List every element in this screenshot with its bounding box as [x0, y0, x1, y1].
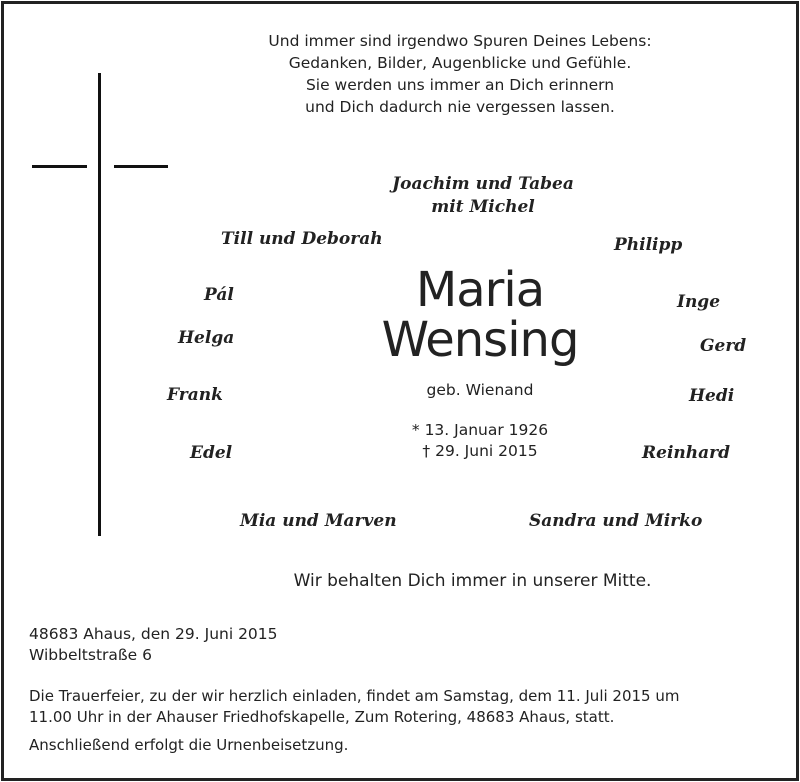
mourner-hedi: Hedi	[689, 386, 735, 406]
place-date: 48683 Ahaus, den 29. Juni 2015	[29, 625, 278, 643]
mourner-edel: Edel	[190, 443, 233, 463]
mourner-joachim-line1: Joachim und Tabea	[392, 174, 574, 194]
ceremony-line-2: 11.00 Uhr in der Ahauser Friedhofskapelle, Zum Rotering, 48683 Ahaus, statt.	[29, 708, 615, 726]
birth-date: * 13. Januar 1926	[411, 421, 549, 439]
poem-line: Und immer sind irgendwo Spuren Deines Lebens:	[268, 32, 652, 50]
deceased-last-name: Wensing	[381, 312, 579, 368]
mourner-inge: Inge	[677, 292, 721, 312]
ceremony-line-1: Die Trauerfeier, zu der wir herzlich einladen, findet am Samstag, dem 11. Juli 2015 um	[29, 687, 680, 705]
maiden-name: geb. Wienand	[426, 381, 534, 399]
mourner-pal: Pál	[204, 285, 234, 305]
poem-line: Sie werden uns immer an Dich erinnern	[305, 76, 615, 94]
deceased-first-name: Maria	[415, 262, 545, 318]
mourner-reinhard: Reinhard	[642, 443, 730, 463]
poem	[0, 30, 800, 118]
closing-line: Wir behalten Dich immer in unserer Mitte.	[293, 571, 652, 591]
mourner-helga: Helga	[178, 328, 235, 348]
mourner-gerd: Gerd	[700, 336, 747, 356]
ceremony-line-3: Anschließend erfolgt die Urnenbeisetzung.	[29, 736, 349, 754]
poem-line: Gedanken, Bilder, Augenblicke und Gefühle.	[288, 54, 632, 72]
street-address: Wibbeltstraße 6	[29, 646, 153, 664]
mourner-frank: Frank	[167, 385, 223, 405]
mourner-joachim	[368, 173, 598, 219]
mourner-till: Till und Deborah	[221, 229, 383, 249]
mourner-philipp: Philipp	[614, 235, 683, 255]
mourner-sandra: Sandra und Mirko	[529, 511, 703, 531]
poem-line: und Dich dadurch nie vergessen lassen.	[305, 98, 615, 116]
mourner-joachim-line2: mit Michel	[431, 197, 535, 217]
mourner-mia: Mia und Marven	[240, 511, 397, 531]
death-date: † 29. Juni 2015	[422, 442, 538, 460]
